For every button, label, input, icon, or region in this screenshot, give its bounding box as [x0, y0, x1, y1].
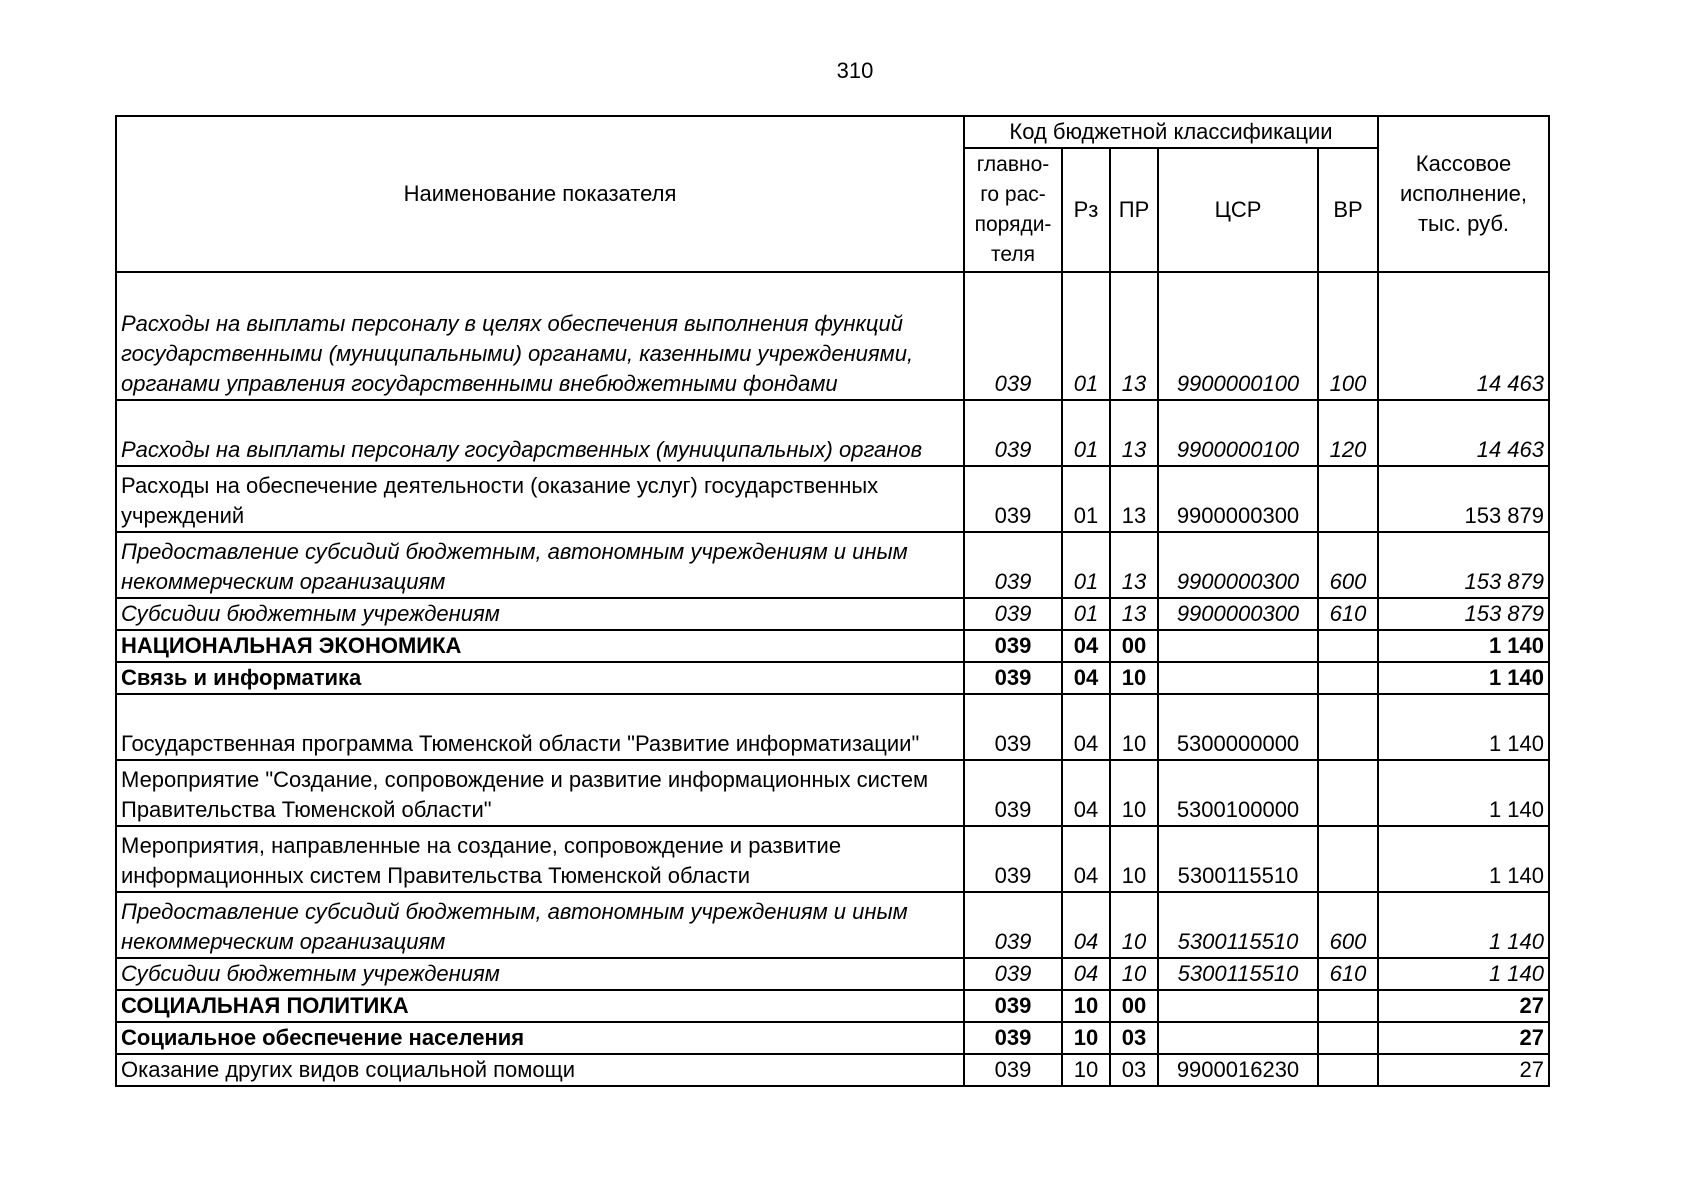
row-gr: 039 — [964, 598, 1062, 630]
row-csr: 5300100000 — [1158, 760, 1318, 826]
row-pr: 03 — [1110, 1022, 1158, 1054]
row-csr — [1158, 1022, 1318, 1054]
row-vr: 120 — [1318, 400, 1378, 466]
row-rz: 01 — [1062, 400, 1110, 466]
row-vr: 610 — [1318, 598, 1378, 630]
row-rz: 10 — [1062, 1054, 1110, 1086]
row-pr: 13 — [1110, 466, 1158, 532]
row-amount: 153 879 — [1378, 598, 1549, 630]
header-name: Наименование показателя — [116, 116, 964, 272]
header-gr: главно-го рас-поряди-теля — [964, 148, 1062, 272]
row-name: Расходы на обеспечение деятельности (оказание услуг) государственных учреждений — [116, 466, 964, 532]
row-pr: 13 — [1110, 532, 1158, 598]
row-csr — [1158, 662, 1318, 694]
row-amount: 1 140 — [1378, 958, 1549, 990]
row-amount: 27 — [1378, 990, 1549, 1022]
row-gr: 039 — [964, 694, 1062, 760]
table-row — [116, 466, 1549, 532]
row-csr: 5300115510 — [1158, 958, 1318, 990]
row-vr — [1318, 662, 1378, 694]
table-row — [116, 1054, 1549, 1086]
row-csr: 9900016230 — [1158, 1054, 1318, 1086]
row-gr: 039 — [964, 958, 1062, 990]
row-amount: 14 463 — [1378, 272, 1549, 400]
row-rz: 04 — [1062, 760, 1110, 826]
row-name: Социальное обеспечение населения — [116, 1022, 964, 1054]
row-name: Предоставление субсидий бюджетным, автономным учреждениям и иным некоммерческим организациям — [116, 532, 964, 598]
row-amount: 14 463 — [1378, 400, 1549, 466]
row-gr: 039 — [964, 466, 1062, 532]
row-name: Субсидии бюджетным учреждениям — [116, 598, 964, 630]
header-kbk-group: Код бюджетной классификации — [964, 116, 1378, 148]
header-pr: ПР — [1110, 148, 1158, 272]
row-amount: 1 140 — [1378, 760, 1549, 826]
row-gr: 039 — [964, 1022, 1062, 1054]
header-amount: Кассовое исполнение, тыс. руб. — [1378, 116, 1549, 272]
row-csr: 5300115510 — [1158, 826, 1318, 892]
row-vr — [1318, 826, 1378, 892]
row-csr: 9900000300 — [1158, 532, 1318, 598]
row-name: Связь и информатика — [116, 662, 964, 694]
row-pr: 10 — [1110, 958, 1158, 990]
row-csr: 5300115510 — [1158, 892, 1318, 958]
row-pr: 10 — [1110, 826, 1158, 892]
row-rz: 04 — [1062, 826, 1110, 892]
row-gr: 039 — [964, 630, 1062, 662]
header-vr: ВР — [1318, 148, 1378, 272]
row-amount: 27 — [1378, 1022, 1549, 1054]
row-name: Субсидии бюджетным учреждениям — [116, 958, 964, 990]
row-name: Расходы на выплаты персоналу государственных (муниципальных) органов — [116, 400, 964, 466]
row-name: НАЦИОНАЛЬНАЯ ЭКОНОМИКА — [116, 630, 964, 662]
row-vr — [1318, 760, 1378, 826]
row-gr: 039 — [964, 662, 1062, 694]
row-name: Оказание других видов социальной помощи — [116, 1054, 964, 1086]
table-row — [116, 272, 1549, 400]
row-vr — [1318, 990, 1378, 1022]
row-csr: 9900000300 — [1158, 598, 1318, 630]
row-rz: 04 — [1062, 694, 1110, 760]
budget-table — [115, 115, 1550, 1087]
table-row — [116, 958, 1549, 990]
row-amount: 1 140 — [1378, 826, 1549, 892]
row-gr: 039 — [964, 892, 1062, 958]
table-row — [116, 532, 1549, 598]
row-csr — [1158, 630, 1318, 662]
table-row — [116, 990, 1549, 1022]
row-pr: 03 — [1110, 1054, 1158, 1086]
row-amount: 27 — [1378, 1054, 1549, 1086]
row-amount: 153 879 — [1378, 532, 1549, 598]
row-rz: 01 — [1062, 598, 1110, 630]
row-name: Мероприятия, направленные на создание, сопровождение и развитие информационных систем Правительства Тюменской области — [116, 826, 964, 892]
row-pr: 13 — [1110, 272, 1158, 400]
row-amount: 1 140 — [1378, 694, 1549, 760]
row-csr: 9900000100 — [1158, 272, 1318, 400]
table-row — [116, 760, 1549, 826]
row-rz: 04 — [1062, 662, 1110, 694]
row-csr: 5300000000 — [1158, 694, 1318, 760]
row-amount: 153 879 — [1378, 466, 1549, 532]
table-row — [116, 598, 1549, 630]
row-pr: 00 — [1110, 990, 1158, 1022]
row-gr: 039 — [964, 272, 1062, 400]
row-amount: 1 140 — [1378, 892, 1549, 958]
table-row — [116, 662, 1549, 694]
page-number: 310 — [836, 58, 874, 83]
row-pr: 10 — [1110, 694, 1158, 760]
row-vr — [1318, 1054, 1378, 1086]
table-row — [116, 826, 1549, 892]
header-csr: ЦСР — [1158, 148, 1318, 272]
row-pr: 13 — [1110, 400, 1158, 466]
row-gr: 039 — [964, 532, 1062, 598]
row-pr: 10 — [1110, 662, 1158, 694]
row-name: Мероприятие "Создание, сопровождение и развитие информационных систем Правительства Тюменской области" — [116, 760, 964, 826]
row-gr: 039 — [964, 400, 1062, 466]
row-name: Расходы на выплаты персоналу в целях обеспечения выполнения функций государственными (муниципальными) органами, казенными учреждениями, органами управления государственными внебюджетными фондами — [116, 272, 964, 400]
header-rz: Рз — [1062, 148, 1110, 272]
row-name: Предоставление субсидий бюджетным, автономным учреждениям и иным некоммерческим организациям — [116, 892, 964, 958]
row-pr: 13 — [1110, 598, 1158, 630]
row-pr: 00 — [1110, 630, 1158, 662]
row-csr: 9900000300 — [1158, 466, 1318, 532]
row-csr: 9900000100 — [1158, 400, 1318, 466]
row-name: СОЦИАЛЬНАЯ ПОЛИТИКА — [116, 990, 964, 1022]
row-vr — [1318, 694, 1378, 760]
table-row — [116, 694, 1549, 760]
row-gr: 039 — [964, 760, 1062, 826]
row-vr: 610 — [1318, 958, 1378, 990]
row-rz: 10 — [1062, 990, 1110, 1022]
row-vr: 600 — [1318, 892, 1378, 958]
row-name: Государственная программа Тюменской области "Развитие информатизации" — [116, 694, 964, 760]
row-vr — [1318, 1022, 1378, 1054]
row-pr: 10 — [1110, 892, 1158, 958]
row-rz: 10 — [1062, 1022, 1110, 1054]
row-gr: 039 — [964, 826, 1062, 892]
row-csr — [1158, 990, 1318, 1022]
row-pr: 10 — [1110, 760, 1158, 826]
row-vr — [1318, 630, 1378, 662]
row-gr: 039 — [964, 1054, 1062, 1086]
row-rz: 04 — [1062, 958, 1110, 990]
row-gr: 039 — [964, 990, 1062, 1022]
row-rz: 01 — [1062, 532, 1110, 598]
table-row — [116, 1022, 1549, 1054]
table-row — [116, 630, 1549, 662]
row-rz: 01 — [1062, 466, 1110, 532]
row-amount: 1 140 — [1378, 662, 1549, 694]
row-vr: 600 — [1318, 532, 1378, 598]
table-row — [116, 400, 1549, 466]
row-amount: 1 140 — [1378, 630, 1549, 662]
table-row — [116, 892, 1549, 958]
row-rz: 04 — [1062, 892, 1110, 958]
row-rz: 04 — [1062, 630, 1110, 662]
row-rz: 01 — [1062, 272, 1110, 400]
row-vr — [1318, 466, 1378, 532]
row-vr: 100 — [1318, 272, 1378, 400]
